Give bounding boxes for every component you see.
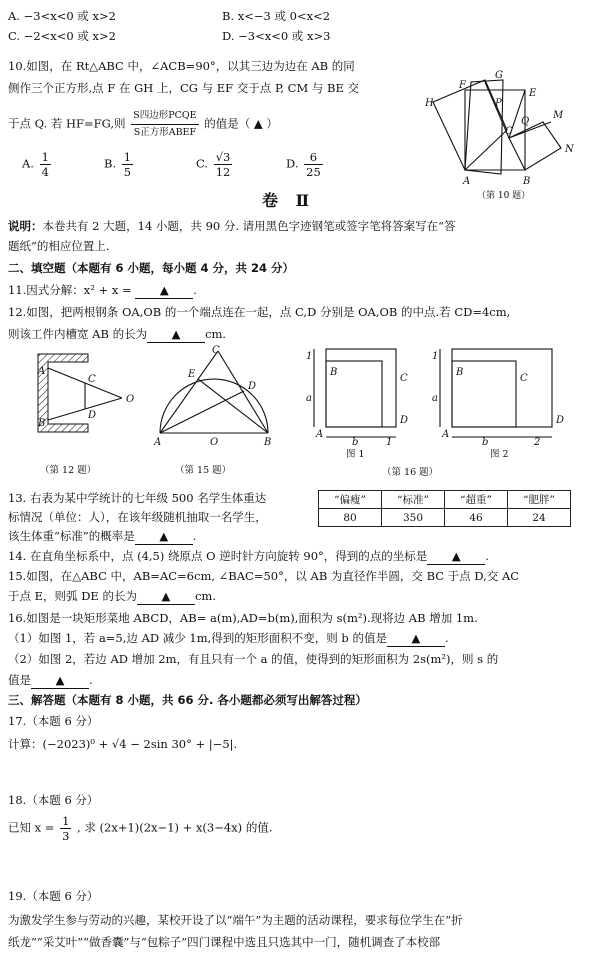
q12-label-d: D [88,410,97,421]
q15-label-b: B [264,437,272,448]
q9-option-b: B. x<−3 或 0<x<2 [222,9,331,23]
q11-answer-blank: ▲ [135,282,193,299]
q13-line3-pre: 该生体重“标准”的概率是 [8,529,135,543]
q16-fig2-label-a: A [442,429,450,440]
q15-label-c: C [212,345,220,356]
q16-fig2-label-2-bottom: 2 [534,437,541,448]
q15-label-e: E [188,369,196,380]
q9-option-d: D. −3<x<0 或 x>3 [222,29,331,43]
q15-answer-blank: ▲ [137,588,195,605]
q10-label-b: B [523,176,531,187]
q10-option-d-frac [304,150,323,179]
q10-label-g: G [495,70,503,81]
q12-line1: 12.如图，把两根钢条 OA,OB 的一个端点连在一起，点 C,D 分别是 OA,OB 的中点.若 CD=4cm, [8,305,511,319]
q16-fig2-label-1-top: 1 [432,351,439,362]
q16-line3: （2）如图 2，若边 AD 增加 2m，有且只有一个 a 的值，使得到的矩形面积为 2s(m²)，则 s 的 [8,652,499,666]
q12-label-c: C [88,374,96,385]
q12-line2 [8,326,226,343]
part3-heading-row [8,692,367,708]
q16-line4-post: . [89,673,93,687]
q19-line2: 纸龙”“采艾叶”“做香囊”与“包粽子”四门课程中选且只选其中一门，随机调查了本校部 [8,935,441,949]
note-body: 本卷共有 2 大题，14 小题，共 90 分. 请用黑色字迹钢笔或签字笔将答案写在“答 [42,219,456,233]
q16-part1-answer-blank: ▲ [387,630,445,647]
q10-option-c-den: 12 [215,165,231,179]
q13-header-overweight: “超重” [445,491,508,509]
q12-label-b: B [38,418,46,429]
q10-label-m: M [553,110,564,121]
q16-fig2-label-d: D [556,415,565,426]
q13-value-obese: 24 [508,509,571,527]
q15-label-a: A [154,437,162,448]
q10-option-d-den: 25 [306,165,321,179]
q9-option-c: C. −2<x<0 或 x>2 [8,29,116,43]
q13-line3-post: . [192,529,197,543]
q10-label-c: C [505,126,513,137]
part2-heading: 二、填空题 [8,261,66,275]
q10-option-c-frac [214,150,233,179]
q10-option-b-num: 1 [123,150,132,164]
q15-line2-pre: 于点 E，则弧 DE 的长为 [8,589,137,603]
q10-square-bc [509,122,561,170]
q10-square-on-ac [465,80,503,174]
q13-header-thin: “偏瘦” [319,491,382,509]
q14-text: 14. 在直角坐标系中，点 (4,5) 绕原点 O 逆时针方向旋转 90°，得到的点的坐标是 [8,549,428,563]
q13-header-standard: “标准” [382,491,445,509]
q10-label-n: N [565,144,574,155]
q16-fig1-caption: 图 1 [346,449,365,460]
q14-answer-blank: ▲ [427,548,485,565]
q10-line3-pre: 于点 Q. 若 HF=FG,则 [8,116,126,131]
q16-fig1-label-a-side: a [306,393,312,404]
q10-ratio-numerator: S四边形PCQE [131,108,198,125]
q18-post: , 求 (2x+1)(2x−1) + x(3−4x) 的值. [77,820,273,835]
q15-label-o: O [210,437,219,448]
q13-line3 [8,528,196,545]
part2-heading-row [8,260,294,276]
q12-line2-pre: 则该工件内槽宽 AB 的长为 [8,327,148,341]
q16-fig1-label-a: A [316,429,324,440]
q17-text: 计算：(−2023)⁰ + √4 − 2sin 30° + |−5|. [8,737,238,751]
note-line2: 题纸”的相应位置上. [8,239,110,253]
q11 [8,282,197,299]
q17-title: 17.（本题 6 分） [8,714,99,728]
q16-fig1-label-d: D [400,415,409,426]
q16-fig1-label-b: B [330,367,338,378]
q12-label-a: A [38,366,46,377]
q12-workpiece [38,354,88,432]
q10-line2: 侧作三个正方形,点 F 在 GH 上，CG 与 EF 交于点 P, CM 与 BE 交 [8,81,360,95]
q16-line2-post: . [444,631,449,645]
q13-weight-table [318,490,571,527]
q9-option-a: A. −3<x<0 或 x>2 [8,9,116,23]
q10-line1: 10.如图，在 Rt△ABC 中，∠ACB=90°，以其三边为边在 AB 的同 [8,59,355,73]
q15-line2 [8,588,216,605]
q10-line3-post: 的值是（ ▲ ） [204,116,278,131]
q18-text [8,814,272,843]
q16-line4-pre: 值是 [8,673,31,687]
q15-line1: 15.如图，在△ABC 中，AB=AC=6cm, ∠BAC=50°，以 AB 为直径作半圆，交 BC 于点 D,交 AC [8,569,520,583]
q18-pre: 已知 x = [8,820,55,835]
q16-fig1-label-c: C [400,373,408,384]
q10-ratio-fraction [131,108,198,141]
q15-line2-post: cm. [194,589,216,603]
q10-option-a-frac [40,150,51,179]
q13-line1: 13. 右表为某中学统计的七年级 500 名学生体重达 [8,491,267,505]
q10-label-a: A [463,176,471,187]
q10-option-d [286,150,325,179]
q10-option-c-num: √3 [215,150,231,164]
q10-label-f: F [459,80,466,91]
q10-option-a-den: 4 [41,165,49,179]
q10-option-b-frac [122,150,133,179]
q18-fraction [60,814,71,843]
q12-figure-caption: （第 12 题） [40,465,97,476]
q13-answer-blank: ▲ [135,528,193,545]
q10-option-d-label: D. [286,156,299,171]
q13-header-obese: “肥胖” [508,491,571,509]
q12-line2-post: cm. [205,327,227,341]
q10-option-d-num: 6 [304,150,323,165]
q10-label-e: E [529,88,537,99]
q10-option-b [104,150,135,179]
q10-option-b-label: B. [104,156,117,171]
q14 [8,548,489,565]
q13-value-thin: 80 [319,509,382,527]
q18-num: 1 [62,814,70,828]
q10-label-h: H [425,98,434,109]
q16-line4 [8,672,93,689]
section2-title: 卷 Ⅱ [262,191,316,210]
q16-fig2-caption: 图 2 [490,449,509,460]
q19-title: 19.（本题 6 分） [8,889,99,903]
q13-table-value-row [319,509,571,527]
q19-line1: 为激发学生参与劳动的兴趣，某校开设了以“端午”为主题的活动课程，要求每位学生在“折 [8,913,463,927]
q18-den: 3 [62,829,70,843]
q12-answer-blank: ▲ [147,326,205,343]
q16-figure2 [430,345,570,450]
q16-fig2-label-b: B [456,367,464,378]
q16-line1: 16.如图是一块矩形菜地 ABCD，AB= a(m),AD=b(m),面积为 s(m²).现将边 AB 增加 1m. [8,611,478,625]
q16-fig2-label-b-bottom: b [482,437,489,448]
q16-figure1 [300,345,415,450]
q16-fig2-label-c: C [520,373,528,384]
note-line1 [8,218,456,234]
q10-option-a-label: A. [22,156,34,171]
q10-option-b-den: 5 [123,165,132,179]
q16-line2-pre: （1）如图 1，若 a=5,边 AD 减少 1m,得到的矩形面积不变，则 b 的值是 [8,631,387,645]
q16-fig1-label-1-top: 1 [306,351,313,362]
q13-line2: 标情况（单位：人），在该年级随机抽取一名学生， [8,510,267,524]
q10-option-c-label: C. [196,156,209,171]
q10-figure-caption: （第 10 题） [477,191,531,201]
q12-label-o: O [126,394,135,405]
q15-figure-caption: （第 15 题） [175,465,232,476]
q11-tail: . [193,283,197,297]
q10-figure [425,62,585,202]
q10-line3 [8,108,278,141]
q18-title: 18.（本题 6 分） [8,793,99,807]
q10-option-a [22,150,53,179]
q16-fig1-label-b-bottom: b [352,437,359,448]
q10-label-p: P [495,98,502,109]
q16-fig1-label-1-bottom: 1 [386,437,393,448]
q11-text: 11.因式分解：x² + x = [8,283,136,297]
q16-part2-answer-blank: ▲ [31,672,89,689]
part3-heading: 三、解答题 [8,693,66,707]
note-lead: 说明： [8,219,43,233]
q14-tail: . [485,549,489,563]
q16-figure-caption: （第 16 题） [382,467,439,478]
q10-ratio-denominator: S正方形ABEF [133,127,197,138]
q10-label-q: Q [521,116,530,127]
q13-value-standard: 350 [382,509,445,527]
q12-figure [30,350,140,440]
q13-table-header-row [319,491,571,509]
q15-label-d: D [248,381,257,392]
q10-option-a-num: 1 [41,150,49,164]
q13-value-overweight: 46 [445,509,508,527]
q16-fig2-label-a-side: a [432,393,438,404]
q15-figure [152,343,278,448]
part3-desc: （本题有 8 小题，共 66 分. 各小题都必须写出解答过程） [65,693,367,707]
part2-desc: （本题有 6 小题，每小题 4 分，共 24 分） [65,261,295,275]
q16-line2 [8,630,449,647]
q10-option-c [196,150,234,179]
